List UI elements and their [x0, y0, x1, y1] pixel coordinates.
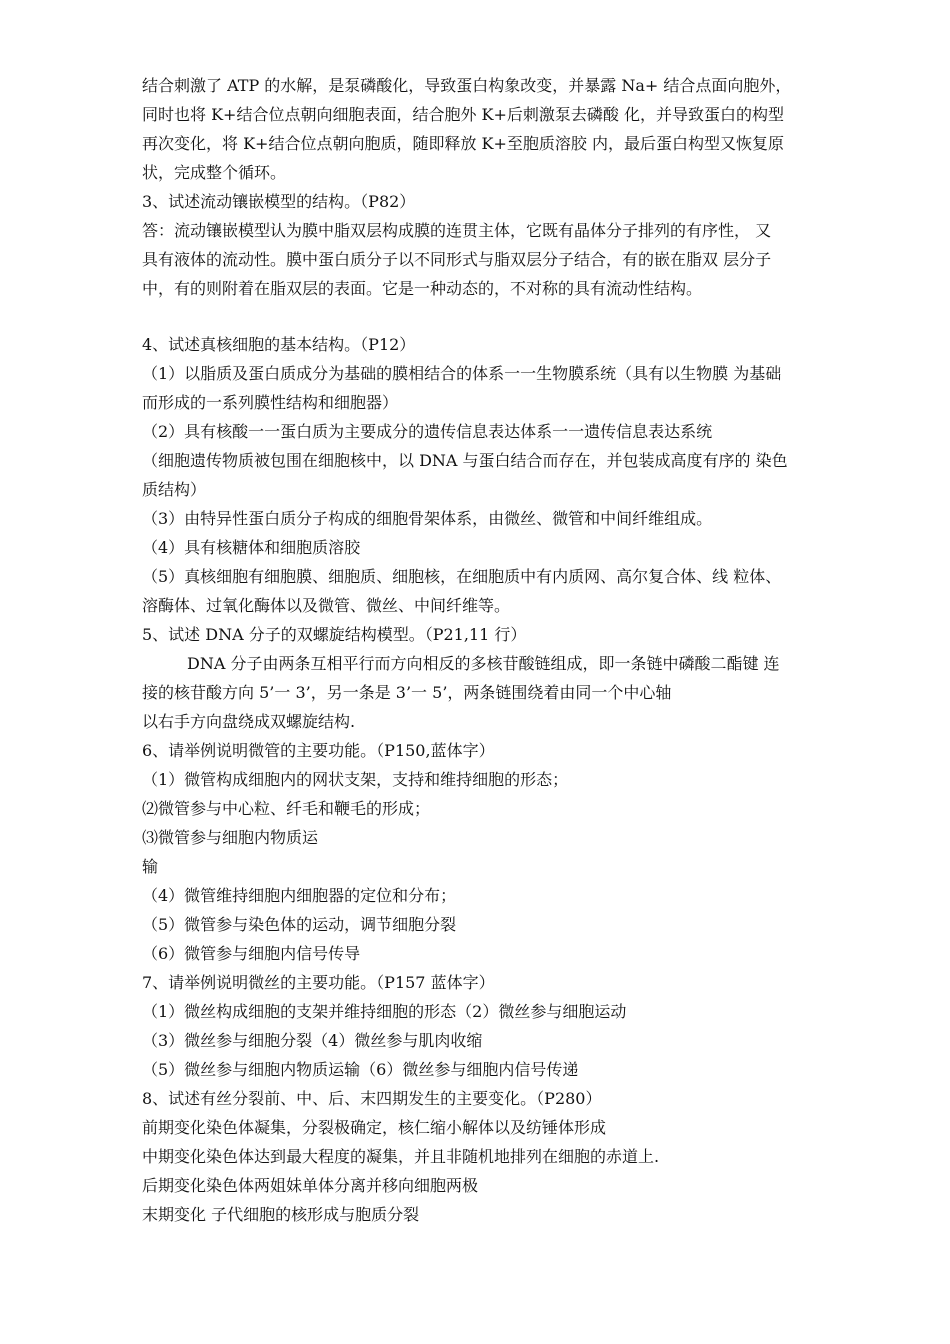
text-line: 前期变化染色体凝集，分裂极确定，核仁缩小解体以及纺锤体形成 — [142, 1118, 607, 1137]
text-line: 输 — [142, 857, 159, 876]
text-line: （6）微管参与细胞内信号传导 — [142, 944, 361, 963]
question-heading: 4、试述真核细胞的基本结构。（P12） — [142, 335, 416, 354]
text-line: ⑶微管参与细胞内物质运 — [142, 828, 319, 847]
text-line: （4）微管维持细胞内细胞器的定位和分布； — [142, 886, 457, 905]
text-line: 结合刺激了 ATP 的水解，是泵磷酸化，导致蛋白构象改变，并暴露 Na+ 结合点面向胞外， — [142, 76, 792, 95]
text-line: 再次变化，将 K+结合位点朝向胞质，随即释放 K+至胞质溶胶 内，最后蛋白构型又恢复原 — [142, 134, 784, 153]
text-line: （1）以脂质及蛋白质成分为基础的膜相结合的体系一一生物膜系统（具有以生物膜 为基础 — [142, 364, 782, 383]
text-line: （3）微丝参与细胞分裂（4）微丝参与肌肉收缩 — [142, 1031, 483, 1050]
text-line: ⑵微管参与中心粒、纤毛和鞭毛的形成； — [142, 799, 431, 818]
text-line: 状，完成整个循环。 — [142, 163, 287, 182]
text-line: （4）具有核糖体和细胞质溶胶 — [142, 538, 361, 557]
text-line: 末期变化 子代细胞的核形成与胞质分裂 — [142, 1205, 420, 1224]
text-line: 溶酶体、过氧化酶体以及微管、微丝、中间纤维等。 — [142, 596, 511, 615]
question-heading: 3、试述流动镶嵌模型的结构。（P82） — [142, 192, 416, 211]
text-line: DNA 分子由两条互相平行而方向相反的多核苷酸链组成，即一条链中磷酸二酯键 连 — [187, 654, 780, 673]
text-line: （1）微丝构成细胞的支架并维持细胞的形态（2）微丝参与细胞运动 — [142, 1002, 627, 1021]
text-line: （5）微管参与染色体的运动，调节细胞分裂 — [142, 915, 457, 934]
text-line: 答：流动镶嵌模型认为膜中脂双层构成膜的连贯主体，它既有晶体分子排列的有序性， 又 — [142, 221, 772, 240]
text-line: 质结构） — [142, 480, 207, 499]
text-line: 中期变化染色体达到最大程度的凝集，并且非随机地排列在细胞的赤道上. — [142, 1147, 660, 1166]
text-line: （5）真核细胞有细胞膜、细胞质、细胞核，在细胞质中有内质网、高尔复合体、线 粒体、 — [142, 567, 782, 586]
question-heading: 8、试述有丝分裂前、中、后、末四期发生的主要变化。（P280） — [142, 1089, 602, 1108]
text-line: 具有液体的流动性。膜中蛋白质分子以不同形式与脂双层分子结合，有的嵌在脂双 层分子 — [142, 250, 772, 269]
text-line: （1）微管构成细胞内的网状支架，支持和维持细胞的形态； — [142, 770, 569, 789]
question-heading: 6、请举例说明微管的主要功能。（P150,蓝体字） — [142, 741, 495, 760]
text-line: 而形成的一系列膜性结构和细胞器） — [142, 393, 399, 412]
text-line: （2）具有核酸一一蛋白质为主要成分的遗传信息表达体系一一遗传信息表达系统 — [142, 422, 713, 441]
question-heading: 7、请举例说明微丝的主要功能。（P157 蓝体字） — [142, 973, 495, 992]
text-line: （细胞遗传物质被包围在细胞核中，以 DNA 与蛋白结合而存在，并包装成高度有序的 染色 — [142, 451, 788, 470]
text-line: 同时也将 K+结合位点朝向细胞表面，结合胞外 K+后刺激泵去磷酸 化，并导致蛋白的构型 — [142, 105, 784, 124]
text-line: 后期变化染色体两姐妹单体分离并移向细胞两极 — [142, 1176, 479, 1195]
text-line: （3）由特异性蛋白质分子构成的细胞骨架体系，由微丝、微管和中间纤维组成。 — [142, 509, 713, 528]
question-heading: 5、试述 DNA 分子的双螺旋结构模型。（P21,11 行） — [142, 625, 527, 644]
text-line: 以右手方向盘绕成双螺旋结构. — [142, 712, 356, 731]
text-line: 中，有的则附着在脂双层的表面。它是一种动态的，不对称的具有流动性结构。 — [142, 279, 703, 298]
text-line: 接的核苷酸方向 5’一 3’，另一条是 3’一 5’，两条链围绕着由同一个中心轴 — [142, 683, 672, 702]
text-line: （5）微丝参与细胞内物质运输（6）微丝参与细胞内信号传递 — [142, 1060, 579, 1079]
